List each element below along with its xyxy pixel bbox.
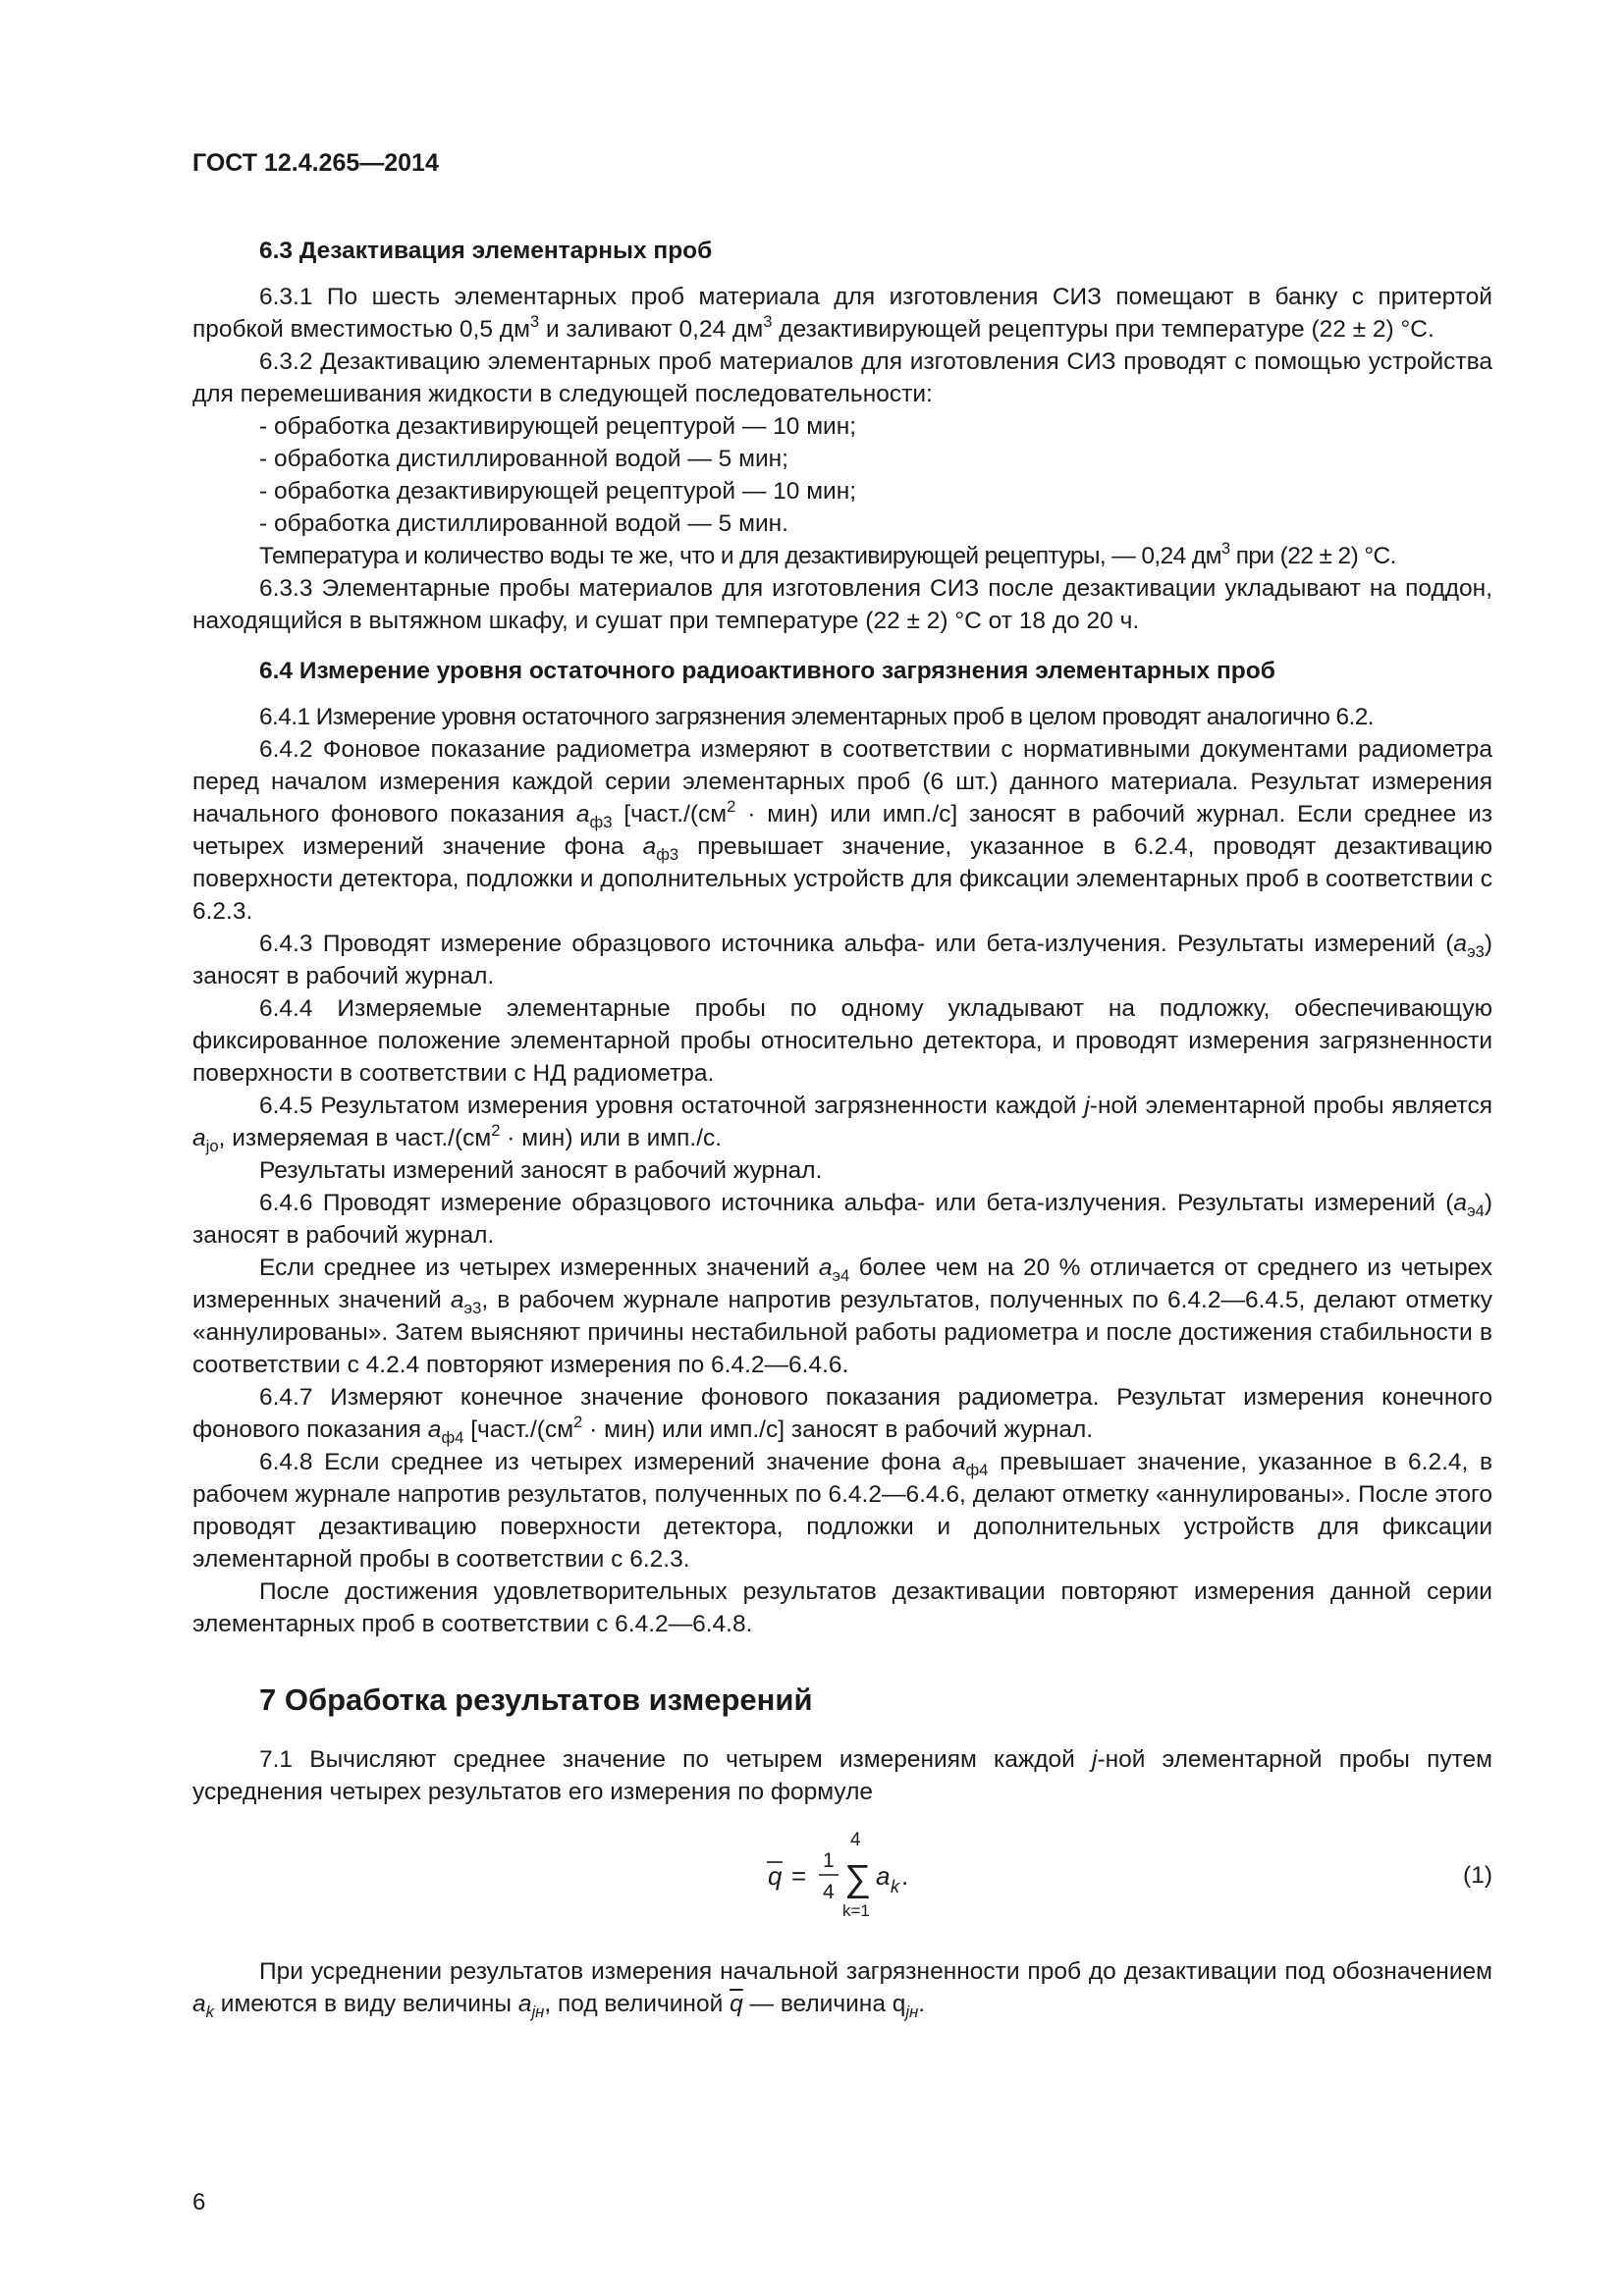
formula-graphic — [762, 1822, 978, 1930]
list-item: - обработка дистиллированной водой — 5 мин; — [259, 446, 788, 472]
formula-denominator: 4 — [823, 1881, 835, 1903]
paragraph-6-3-1: 6.3.1 По шесть элементарных проб материала для изготовления СИЗ помещают в банку с притертой пробкой вместимостью 0,5 $дм^3$ и заливают 0,24 $дм^3$ дезактивирующей рецептуры при температуре (22 ± 2) °С. — [192, 284, 1492, 343]
paragraph-6-4-2: 6.4.2 Фоновое показание радиометра измеряют в соответствии с нормативными документами радиометра перед началом измерения каждой серии элементарных проб (6 шт.) данного материала. Результат измерения начального фонового показания $a_{ф3}$ [$част./(см^2 \cdot мин)$ или имп./с] заносят в рабочий журнал. Если среднее из четырех измерений значение фона $a_{ф3}$ превышает значение, указанное в 6.2.4, проводят дезактивацию поверхности детектора, подложки и дополнительных устройств для фиксации элементарных проб в соответствии с 6.2.3. — [192, 736, 1492, 925]
paragraph-7-1: 7.1 Вычисляют среднее значение по четырем измерениям каждой j-ной элементарной пробы путем усреднения четырех результатов его измерения по формуле — [192, 1746, 1492, 1805]
formula-equals: = — [791, 1861, 807, 1891]
paragraph-6-4-7: 6.4.7 Измеряют конечное значение фонового показания радиометра. Результат измерения конечного фонового показания $a_{ф4}$ [$част./(см^2 \cdot мин)$ или имп./с] заносят в рабочий журнал. — [192, 1384, 1492, 1447]
list-item: - обработка дезактивирующей рецептурой — 10 мин; — [259, 413, 857, 440]
equation-number: (1) — [1463, 1862, 1492, 1889]
paragraph-6-4-6-check: Если среднее из четырех измеренных значений $a_{э4}$ более чем на 20 % отличается от среднего из четырех измеренных значений $a_{э3}$, в рабочем журнале напротив результатов, полученных по 6.4.2—6.4.5, делают отметку «аннулированы». Затем выясняют причины нестабильной работы радиометра и после достижения стабильности в соответствии с 4.2.4 повторяют измерения по 6.4.2—6.4.6. — [192, 1255, 1492, 1378]
formula-sum-upper: 4 — [850, 1830, 861, 1850]
formula-a-subscript: k — [891, 1877, 899, 1896]
paragraph-6-4-4: 6.4.4 Измеряемые элементарные пробы по одному укладывают на подложку, обеспечивающую фиксированное положение элементарной пробы относительно детектора, и проводят измерения загрязненности поверхности в соответствии с НД радиометра. — [192, 995, 1492, 1087]
paragraph-7-1-note: При усреднении результатов измерения начальной загрязненности проб до дезактивации под обозначением $a_k$ имеются в виду величины $a_{jн}$, под величиной $\overline{q}$ — величина $q_{jн}$. — [192, 1958, 1492, 2021]
formula-sigma: ∑ — [844, 1858, 872, 1899]
section-6-4-title: 6.4 Измерение уровня остаточного радиоактивного загрязнения элементарных проб — [259, 658, 1275, 684]
paragraph-6-4-8: 6.4.8 Если среднее из четырех измерений значение фона $a_{ф4}$ превышает значение, указанное в 6.2.4, в рабочем журнале напротив результатов, полученных по 6.4.2—6.4.6, делают отметку «аннулированы». После этого проводят дезактивацию поверхности детектора, подложки и дополнительных устройств для фиксации элементарной пробы в соответствии с 6.2.3. — [192, 1449, 1492, 1573]
list-item: - обработка дезактивирующей рецептурой — 10 мин; — [259, 478, 857, 505]
section-6-3-title: 6.3 Дезактивация элементарных проб — [259, 238, 713, 264]
formula-q: q — [768, 1861, 783, 1891]
page-number: 6 — [192, 2189, 206, 2216]
formula-numerator: 1 — [823, 1849, 835, 1872]
paragraph-6-4-5: 6.4.5 Результатом измерения уровня остаточной загрязненности каждой j-ной элементарной пробы является $a_{jo}$, измеряемая в $част./(см^2 \cdot мин)$ или в имп./с. — [192, 1093, 1492, 1155]
list-item: - обработка дистиллированной водой — 5 мин. — [259, 510, 788, 537]
section-7-title: 7 Обработка результатов измерений — [259, 1682, 813, 1717]
formula-1 — [192, 1822, 1492, 1930]
formula-a: a — [876, 1861, 891, 1891]
paragraph-6-4-1: 6.4.1 Измерение уровня остаточного загрязнения элементарных проб в целом проводят аналогично 6.2. — [259, 704, 1374, 730]
paragraph-6-4-8-repeat: После достижения удовлетворительных результатов дезактивации повторяют измерения данной серии элементарных проб в соответствии с 6.4.2—6.4.8. — [192, 1578, 1492, 1637]
paragraph-6-4-5-results: Результаты измерений заносят в рабочий журнал. — [259, 1157, 823, 1184]
paragraph-6-4-3: 6.4.3 Проводят измерение образцового источника альфа- или бета-излучения. Результаты измерений $(a_{э3})$ заносят в рабочий журнал. — [192, 931, 1492, 989]
document-id-header: ГОСТ 12.4.265—2014 — [192, 149, 439, 177]
paragraph-6-3-2: 6.3.2 Дезактивацию элементарных проб материалов для изготовления СИЗ проводят с помощью устройства для перемешивания жидкости в следующей последовательности: — [192, 348, 1492, 407]
paragraph-temperature: Температура и количество воды те же, что и для дезактивирующей рецептуры, — 0,24 $дм^3$ при (22 ± 2) °С. — [259, 539, 1396, 569]
q-bar-inline: $\overline{q}$ — [730, 1991, 743, 2017]
paragraph-6-3-3: 6.3.3 Элементарные пробы материалов для изготовления СИЗ после дезактивации укладывают на поддон, находящийся в вытяжном шкафу, и сушат при температуре (22 ± 2) °С от 18 до 20 ч. — [192, 575, 1492, 634]
paragraph-6-4-6: 6.4.6 Проводят измерение образцового источника альфа- или бета-излучения. Результаты измерений $(a_{э4})$ заносят в рабочий журнал. — [192, 1190, 1492, 1249]
formula-sum-lower: k=1 — [842, 1901, 870, 1920]
document-page — [192, 147, 1492, 2020]
formula-dot: . — [901, 1861, 909, 1891]
